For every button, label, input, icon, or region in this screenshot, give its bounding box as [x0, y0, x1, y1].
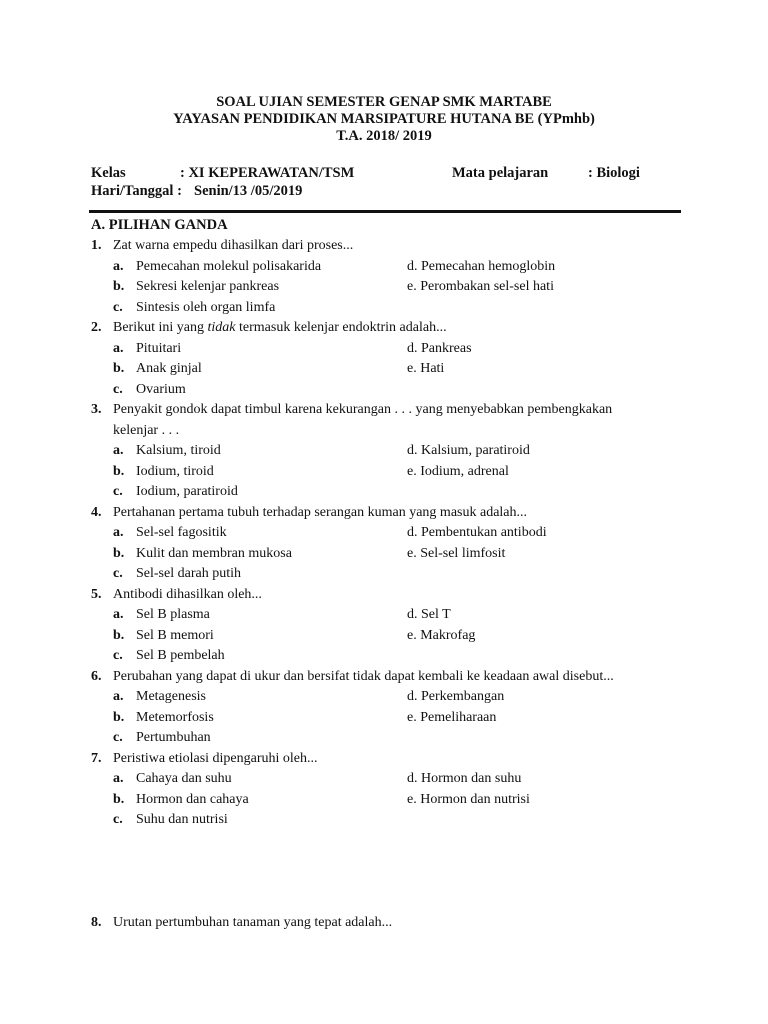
option-text: Sel-sel darah putih: [136, 566, 241, 581]
option-text: Anak ginjal: [136, 361, 202, 376]
question-line: [0, 318, 768, 339]
question-text: Zat warna empedu dihasilkan dari proses...: [113, 238, 354, 253]
option-right: d. Pankreas: [407, 340, 472, 356]
question-text: Penyakit gondok dapat timbul karena kekurangan . . . yang menyebabkan pembengkakan: [113, 402, 613, 417]
option-letter: a.: [113, 607, 124, 622]
question-line: [0, 667, 768, 688]
question-3: [0, 400, 768, 503]
option-letter: b.: [113, 709, 125, 725]
option-text: Sel B plasma: [136, 607, 210, 622]
option-right: e. Hormon dan nutrisi: [407, 791, 530, 807]
option-text: Metagenesis: [136, 689, 206, 704]
option-text: Suhu dan nutrisi: [136, 812, 228, 827]
option-letter: c.: [113, 484, 123, 499]
option-row: [0, 626, 768, 647]
question-text: Berikut ini yang tidak termasuk kelenjar endoktrin adalah...: [113, 320, 447, 335]
question-line: [0, 585, 768, 606]
option-letter: c.: [113, 299, 123, 315]
question-text: Peristiwa etiolasi dipengaruhi oleh...: [113, 750, 318, 766]
option-text: Sel B pembelah: [136, 648, 225, 663]
option-text: Sel-sel fagositik: [136, 525, 227, 540]
option-row: [0, 257, 768, 278]
exam-meta: [91, 164, 691, 200]
option-row: [0, 564, 768, 585]
question-line: [0, 236, 768, 257]
option-right: e. Sel-sel limfosit: [407, 545, 506, 561]
option-letter: b.: [113, 791, 125, 807]
question-text: Antibodi dihasilkan oleh...: [113, 586, 262, 602]
question-line: [0, 400, 768, 421]
option-letter: a.: [113, 771, 124, 786]
question-text: Pertahanan pertama tubuh terhadap serangan kuman yang masuk adalah...: [113, 504, 528, 520]
question-number: 1.: [91, 238, 102, 253]
option-row: [0, 441, 768, 462]
option-right: d. Hormon dan suhu: [407, 771, 522, 786]
kelas-label: Kelas: [91, 165, 126, 181]
question-text: Perubahan yang dapat di ukur dan bersifat tidak dapat kembali ke keadaan awal disebut...: [113, 668, 614, 684]
option-text: Metemorfosis: [136, 709, 214, 725]
question-number: 3.: [91, 402, 102, 417]
header-foundation: YAYASAN PENDIDIKAN MARSIPATURE HUTANA BE (YPmhb): [173, 111, 595, 127]
option-row: [0, 380, 768, 401]
option-row: [0, 646, 768, 667]
question-number: 7.: [91, 750, 102, 766]
option-letter: c.: [113, 566, 123, 581]
option-letter: b.: [113, 279, 125, 294]
option-row: [0, 482, 768, 503]
option-text: Ovarium: [136, 381, 186, 397]
option-right: e. Pemeliharaan: [407, 709, 497, 725]
option-right: d. Sel T: [407, 607, 451, 622]
option-text: Iodium, tiroid: [136, 463, 214, 479]
option-letter: c.: [113, 730, 123, 745]
document-header: [0, 94, 768, 145]
meta-row-class: [91, 164, 691, 182]
question-6: [0, 667, 768, 749]
question-number: 5.: [91, 586, 102, 602]
option-text: Pemecahan molekul polisakarida: [136, 258, 322, 274]
meta-row-date: [91, 182, 691, 200]
option-right: e. Iodium, adrenal: [407, 463, 509, 479]
option-letter: b.: [113, 627, 125, 643]
option-row: [0, 708, 768, 729]
header-divider: [89, 210, 681, 213]
question-number: 8.: [91, 915, 102, 930]
question-text: Urutan pertumbuhan tanaman yang tepat adalah...: [113, 915, 393, 930]
option-text: Sel B memori: [136, 627, 214, 643]
option-row: [0, 810, 768, 831]
option-letter: c.: [113, 381, 123, 397]
section-title: A. PILIHAN GANDA: [91, 217, 228, 233]
mapel-label: Mata pelajaran: [452, 165, 549, 181]
option-letter: a.: [113, 525, 124, 540]
question-1: [0, 236, 768, 318]
question-line: [0, 503, 768, 524]
question-5: [0, 585, 768, 667]
question-number: 4.: [91, 504, 102, 520]
option-text: Cahaya dan suhu: [136, 771, 232, 786]
option-text: Sintesis oleh organ limfa: [136, 299, 276, 315]
option-text: Pertumbuhan: [136, 730, 211, 745]
option-letter: a.: [113, 258, 124, 274]
hari-label: Hari/Tanggal :: [91, 183, 182, 199]
option-row: [0, 769, 768, 790]
option-text: Hormon dan cahaya: [136, 791, 249, 807]
option-row: [0, 298, 768, 319]
option-letter: b.: [113, 463, 125, 479]
option-row: [0, 462, 768, 483]
question-2: [0, 318, 768, 400]
option-row: [0, 359, 768, 380]
option-right: e. Perombakan sel-sel hati: [407, 279, 554, 294]
option-row: [0, 277, 768, 298]
option-row: [0, 544, 768, 565]
option-text: Iodium, paratiroid: [136, 484, 238, 499]
header-title: SOAL UJIAN SEMESTER GENAP SMK MARTABE: [216, 94, 552, 110]
question-number: 2.: [91, 320, 102, 335]
option-right: d. Pemecahan hemoglobin: [407, 258, 556, 274]
option-text: Sekresi kelenjar pankreas: [136, 279, 280, 294]
option-letter: b.: [113, 545, 125, 561]
option-row: [0, 790, 768, 811]
question-line: [0, 913, 768, 934]
option-right: d. Perkembangan: [407, 689, 505, 704]
question-8: [0, 913, 768, 934]
question-text: kelenjar . . .: [113, 422, 180, 438]
option-letter: a.: [113, 443, 124, 458]
option-row: [0, 523, 768, 544]
option-right: e. Makrofag: [407, 627, 476, 643]
option-row: [0, 687, 768, 708]
option-letter: b.: [113, 361, 125, 376]
option-letter: a.: [113, 689, 124, 704]
option-text: Kulit dan membran mukosa: [136, 545, 292, 561]
option-right: d. Pembentukan antibodi: [407, 525, 547, 540]
question-list: [0, 236, 768, 831]
option-text: Kalsium, tiroid: [136, 443, 221, 458]
option-row: [0, 605, 768, 626]
question-line: [0, 749, 768, 770]
option-text: Pituitari: [136, 340, 182, 356]
option-right: e. Hati: [407, 361, 445, 376]
question-4: [0, 503, 768, 585]
option-letter: c.: [113, 812, 123, 827]
option-row: [0, 728, 768, 749]
hari-value: Senin/13 /05/2019: [194, 183, 303, 199]
kelas-value: : XI KEPERAWATAN/TSM: [180, 165, 355, 181]
option-letter: a.: [113, 340, 124, 356]
header-year: T.A. 2018/ 2019: [336, 128, 432, 144]
option-row: [0, 339, 768, 360]
question-line: [0, 421, 768, 442]
option-right: d. Kalsium, paratiroid: [407, 443, 530, 458]
question-number: 6.: [91, 668, 102, 684]
mapel-value: : Biologi: [588, 165, 640, 181]
option-letter: c.: [113, 648, 123, 663]
question-7: [0, 749, 768, 831]
